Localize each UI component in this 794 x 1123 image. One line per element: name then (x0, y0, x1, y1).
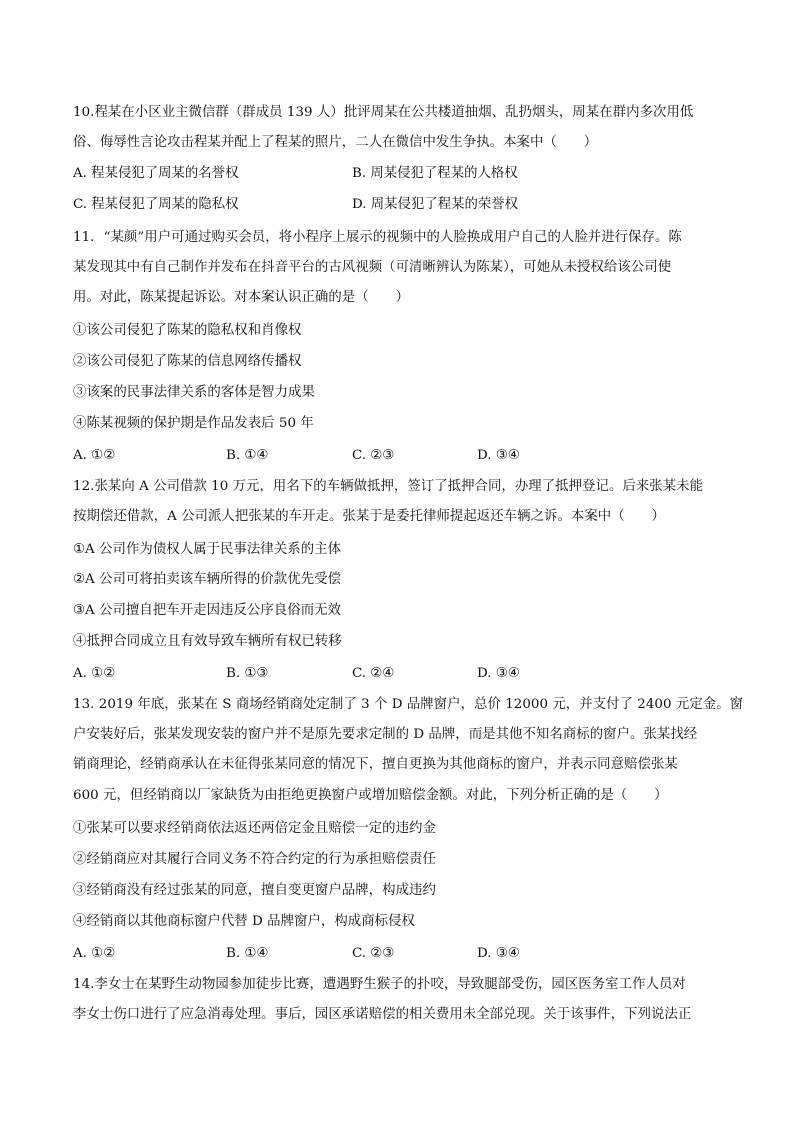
question-12-statement-2: ②A 公司可将拍卖该车辆所得的价款优先受偿 (73, 572, 342, 587)
question-13-option-b: B. ①④ (226, 946, 269, 961)
question-10-line-2: 俗、侮辱性言论攻击程某并配上了程某的照片，二人在微信中发生争执。本案中（ ） (73, 135, 598, 150)
question-10-option-c: C. 程某侵犯了周某的隐私权 (73, 197, 239, 212)
question-11-line-2: 某发现其中有自己制作并发布在抖音平台的古风视频（可清晰辨认为陈某），可她从未授权给该公司使 (73, 260, 672, 275)
question-13-statement-1: ①张某可以要求经销商依法返还两倍定金且赔偿一定的违约金 (73, 821, 436, 836)
question-11-option-d: D. ③④ (477, 448, 520, 463)
question-10-option-a: A. 程某侵犯了周某的名誉权 (73, 166, 239, 181)
question-12-line-1: 12.张某向 A 公司借款 10 万元，用名下的车辆做抵押，签订了抵押合同，办理了抵押登记。后来张某未能 (73, 479, 704, 494)
question-10-option-d: D. 周某侵犯了程某的荣誉权 (352, 197, 519, 212)
question-13-line-3: 销商理论，经销商承认在未征得张某同意的情况下，擅自更换为其他商标的窗户，并表示同意赔偿张某 (73, 757, 678, 772)
question-13-statement-2: ②经销商应对其履行合同义务不符合约定的行为承担赔偿责任 (73, 852, 436, 867)
question-13-line-2: 户安装好后，张某发现安装的窗户并不是原先要求定制的 D 品牌，而是其他不知名商标的窗户。张某找经 (73, 727, 698, 742)
question-11-statement-4: ④陈某视频的保护期是作品发表后 50 年 (73, 416, 314, 431)
question-10-option-b: B. 周某侵犯了程某的人格权 (352, 166, 518, 181)
question-13-line-4: 600 元，但经销商以厂家缺货为由拒绝更换窗户或增加赔偿金额。对此，下列分析正确的是（ ） (73, 788, 668, 803)
question-12-statement-4: ④抵押合同成立且有效导致车辆所有权已转移 (73, 634, 342, 649)
question-14-line-2: 李女士伤口进行了应急消毒处理。事后，园区承诺赔偿的相关费用未全部兑现。关于该事件，下列说法正 (73, 1007, 692, 1022)
question-11-statement-1: ①该公司侵犯了陈某的隐私权和肖像权 (73, 323, 302, 338)
question-14-line-1: 14.李女士在某野生动物园参加徒步比赛，遭遇野生猴子的扑咬，导致腿部受伤，园区医务室工作人员对 (73, 977, 686, 992)
question-13-statement-3: ③经销商没有经过张某的同意，擅自变更窗户品牌，构成违约 (73, 883, 436, 898)
question-11-statement-3: ③该案的民事法律关系的客体是智力成果 (73, 385, 315, 400)
question-11-option-b: B. ①④ (226, 448, 269, 463)
question-10-line-1: 10.程某在小区业主微信群（群成员 139 人）批评周某在公共楼道抽烟、乱扔烟头，周某在群内多次用低 (73, 105, 694, 120)
question-11-statement-2: ②该公司侵犯了陈某的信息网络传播权 (73, 354, 302, 369)
question-12-line-2: 按期偿还借款，A 公司派人把张某的车开走。张某于是委托律师提起返还车辆之诉。本案中（ ） (73, 509, 665, 524)
question-12-option-d: D. ③④ (477, 666, 520, 681)
question-13-option-d: D. ③④ (477, 946, 520, 961)
question-12-option-b: B. ①③ (226, 666, 269, 681)
question-12-option-a: A. ①② (73, 666, 116, 681)
question-11-line-3: 用。对此，陈某提起诉讼。对本案认识正确的是（ ） (73, 290, 410, 305)
question-12-option-c: C. ②④ (352, 666, 395, 681)
question-11-option-c: C. ②③ (352, 448, 395, 463)
question-13-option-c: C. ②③ (352, 946, 395, 961)
question-11-line-1: 11．“某颜”用户可通过购买会员，将小程序上展示的视频中的人脸换成用户自己的人脸并进行保存。陈 (73, 230, 682, 245)
question-13-option-a: A. ①② (73, 946, 116, 961)
question-11-option-a: A. ①② (73, 448, 116, 463)
question-13-statement-4: ④经销商以其他商标窗户代替 D 品牌窗户，构成商标侵权 (73, 914, 415, 929)
question-13-line-1: 13. 2019 年底，张某在 S 商场经销商处定制了 3 个 D 品牌窗户，总价 12000 元，并支付了 2400 元定金。窗 (73, 697, 744, 712)
question-12-statement-3: ③A 公司擅自把车开走因违反公序良俗而无效 (73, 603, 342, 618)
question-12-statement-1: ①A 公司作为债权人属于民事法律关系的主体 (73, 542, 342, 557)
